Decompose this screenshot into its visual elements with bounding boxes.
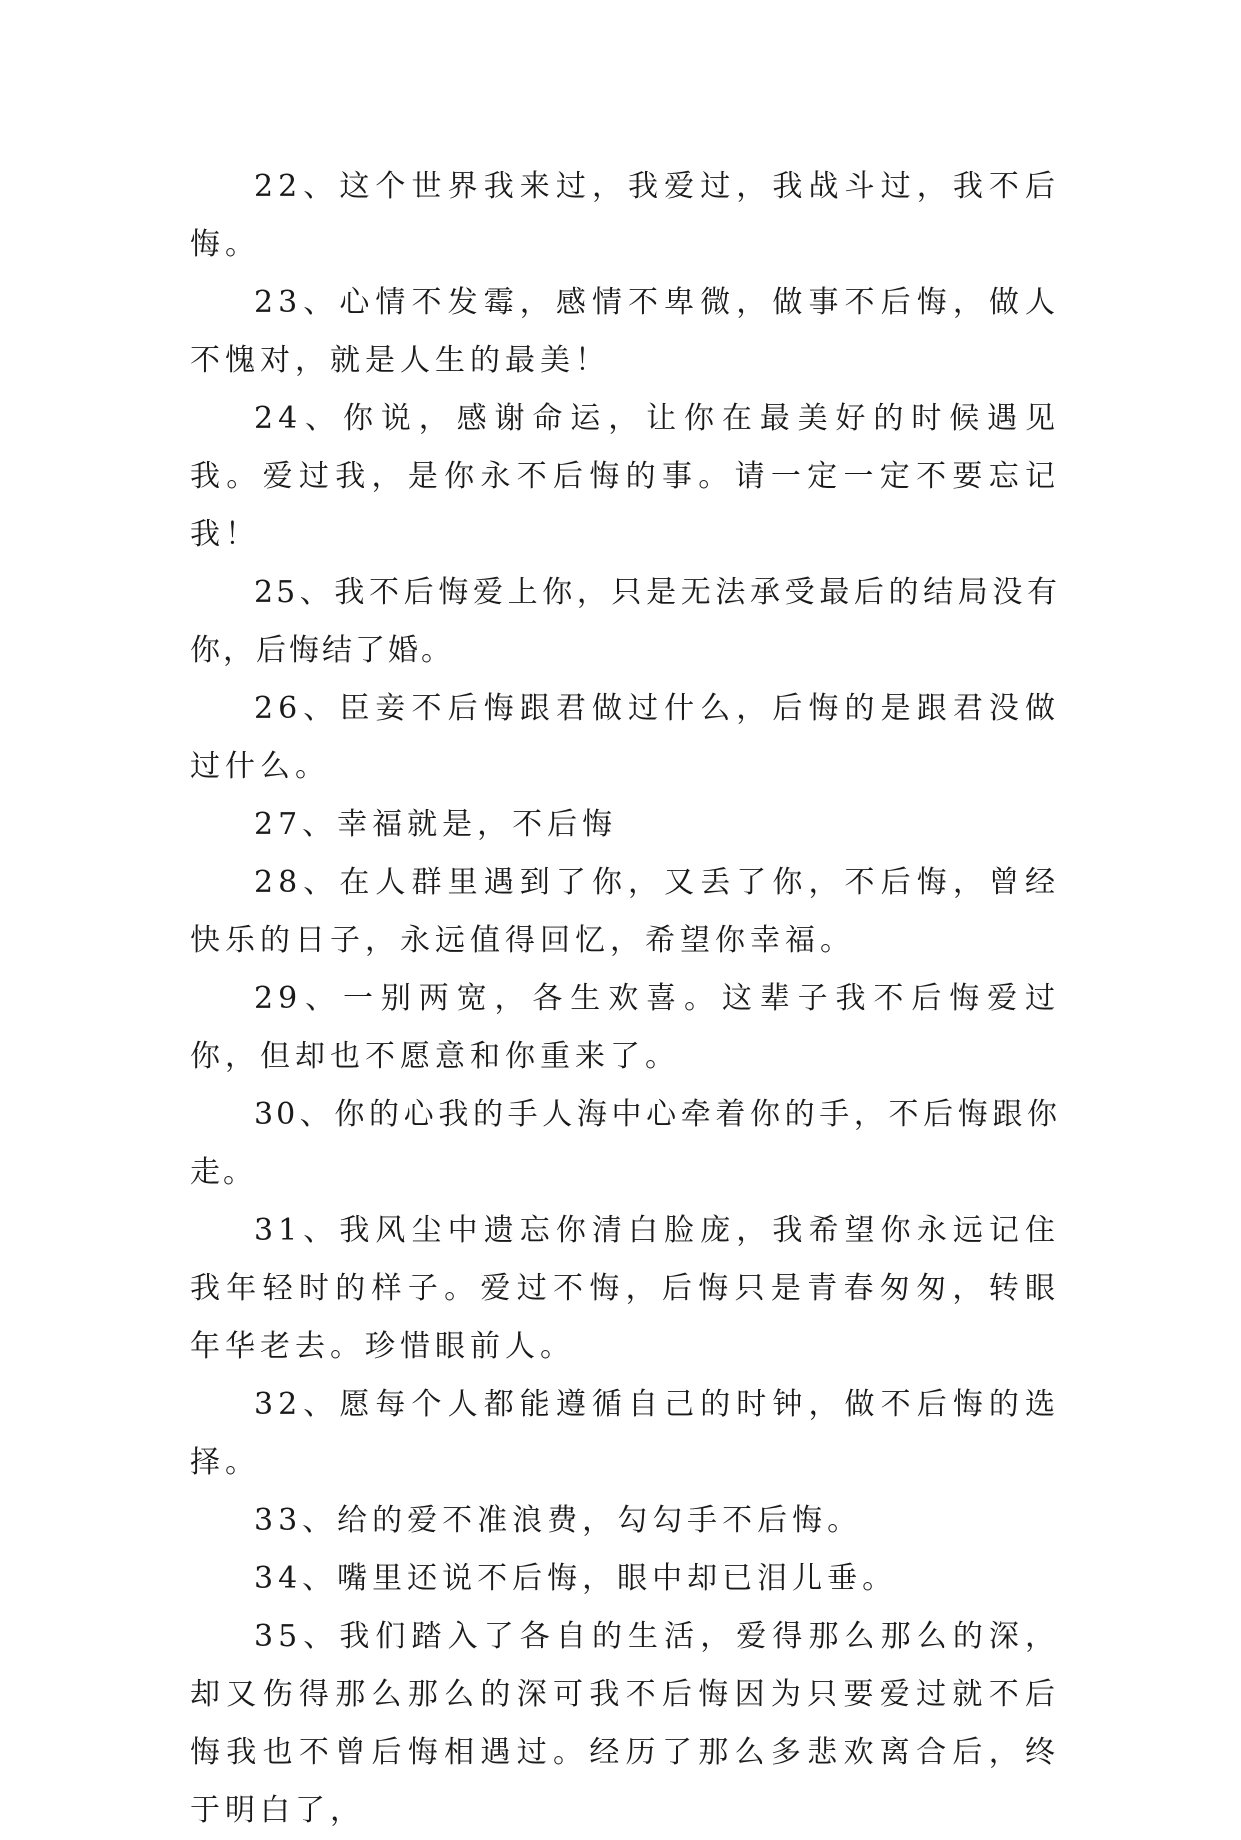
paragraph-33: 33、给的爱不准浪费，勾勾手不后悔。 [254,1503,863,1538]
paragraph-25: 25、我不后悔爱上你，只是无法承受最后的结局没有你，后悔结了婚。 [190,575,1060,668]
paragraph-35: 35、我们踏入了各自的生活，爱得那么那么的深，却又伤得那么那么的深可我不后悔因为只要爱过就不后悔我也不曾后悔相遇过。经历了那么多悲欢离合后，终于明白了， [190,1619,1060,1828]
paragraph-30: 30、你的心我的手人海中心牵着你的手，不后悔跟你走。 [190,1097,1060,1190]
paragraph-27: 27、幸福就是，不后悔 [254,807,618,842]
paragraph-34: 34、嘴里还说不后悔，眼中却已泪儿垂。 [254,1561,898,1596]
paragraph-32: 32、愿每个人都能遵循自己的时钟，做不后悔的选择。 [190,1387,1060,1480]
paragraph-23: 23、心情不发霉，感情不卑微，做事不后悔，做人不愧对，就是人生的最美！ [190,285,1060,378]
paragraph-28: 28、在人群里遇到了你，又丢了你，不后悔，曾经快乐的日子，永远值得回忆，希望你幸福。 [190,865,1060,958]
paragraph-24: 24、你说，感谢命运，让你在最美好的时候遇见我。爱过我，是你永不后悔的事。请一定一定不要忘记我！ [190,401,1060,552]
paragraph-26: 26、臣妾不后悔跟君做过什么，后悔的是跟君没做过什么。 [190,691,1060,784]
paragraph-29: 29、一别两宽，各生欢喜。这辈子我不后悔爱过你，但却也不愿意和你重来了。 [190,981,1060,1074]
paragraph-22: 22、这个世界我来过，我爱过，我战斗过，我不后悔。 [190,169,1060,262]
paragraph-31: 31、我风尘中遗忘你清白脸庞，我希望你永远记住我年轻时的样子。爱过不悔，后悔只是青春匆匆，转眼年华老去。珍惜眼前人。 [190,1213,1060,1364]
document-body [190,158,1060,1840]
